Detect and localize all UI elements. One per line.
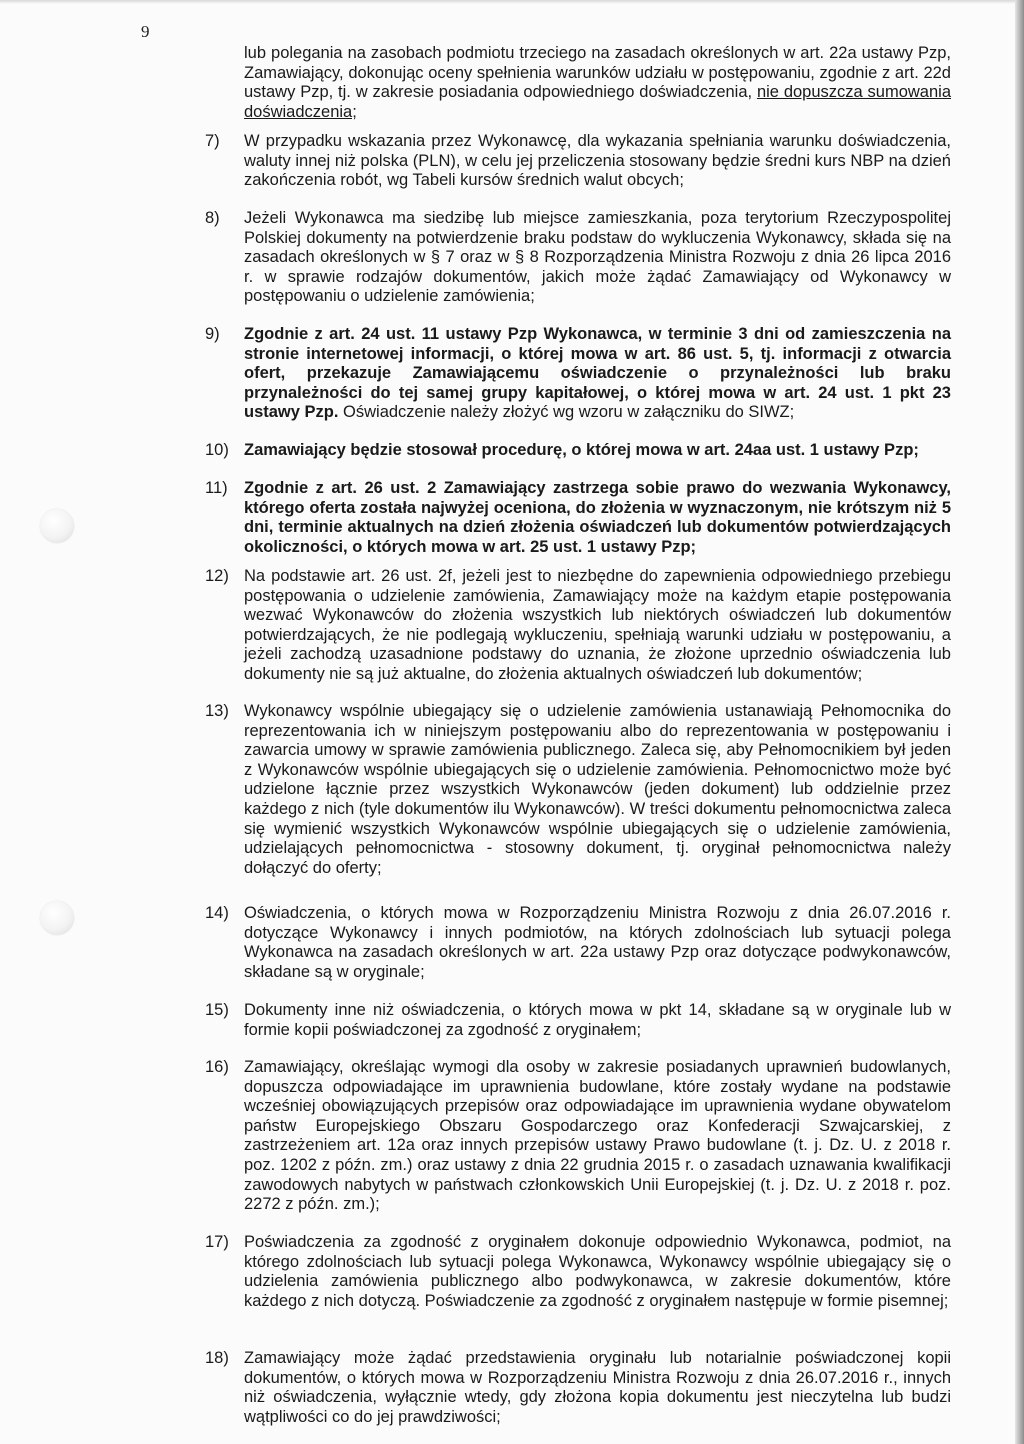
- item-text: W przypadku wskazania przez Wykonawcę, dla wykazania spełniania warunku doświadczenia, waluty innej niż polska (PLN), w celu jej przeliczenia stosowany będzie średni kurs NBP na dzień zakończenia robót, wg Tabeli kursów średnich walut obcych;: [244, 132, 951, 190]
- intro-text: lub polegania na zasobach podmiotu trzeciego na zasadach określonych w art. 22a ustawy Pzp, Zamawiający, dokonując oceny spełnienia warunków udziału w postępowaniu, zgodnie z art. 22d ustawy Pzp, tj. w zakresie posiadania odpowiedniego doświadczenia,: [244, 44, 951, 102]
- item-text: [244, 325, 951, 423]
- scan-page-edge: [1015, 0, 1024, 1444]
- item-number: 11): [205, 479, 228, 497]
- item-text: Zamawiający będzie stosował procedurę, o której mowa w art. 24aa ust. 1 ustawy Pzp;: [244, 441, 919, 459]
- item-number: 9): [205, 325, 220, 343]
- punch-hole: [40, 901, 74, 935]
- item-number: 12): [205, 567, 229, 585]
- page-number: 9: [141, 22, 150, 41]
- item-text: Jeżeli Wykonawca ma siedzibę lub miejsce zamieszkania, poza terytorium Rzeczypospolitej Polskiej dokumenty na potwierdzenie braku podstaw do wykluczenia Wykonawcy, składa się na zasadach określonych w § 7 oraz w § 8 Rozporządzenia Ministra Rozwoju z dnia 26 lipca 2016 r. w sprawie rodzajów dokumentów, jakich może żądać Zamawiający od Wykonawcy w postępowaniu o udzielenie zamówienia;: [244, 209, 951, 306]
- item-text: Zamawiający może żądać przedstawienia oryginału lub notarialnie poświadczonej kopii dokumentów, o których mowa w Rozporządzeniu Ministra Rozwoju z dnia 26.07.2016 r., innych niż oświadczenia, wyłącznie wtedy, gdy złożona kopia dokumentu jest nieczytelna lub budzi wątpliwości co do jej prawdziwości;: [244, 1349, 951, 1426]
- intro-paragraph: [244, 44, 951, 122]
- item-text: Zgodnie z art. 26 ust. 2 Zamawiający zastrzega sobie prawo do wezwania Wykonawcy, którego oferta została najwyżej oceniona, do złożenia w wyznaczonym, nie krótszym niż 5 dni, terminie aktualnych na dzień złożenia oświadczeń lub dokumentów potwierdzających okoliczności, o których mowa w art. 25 ust. 1 ustawy Pzp;: [244, 479, 951, 556]
- item-text: Poświadczenia za zgodność z oryginałem dokonuje odpowiednio Wykonawca, podmiot, na którego zdolnościach lub sytuacji polega Wykonawca, Wykonawcy wspólnie ubiegający się o udzielenia zamówienia publicznego albo podwykonawca, w zakresie dokumentów, które każdego z nich dotyczą. Poświadczenie za zgodność z oryginałem następuje w formie pisemnej;: [244, 1233, 951, 1310]
- item-number: 17): [205, 1233, 229, 1251]
- item-text: Zamawiający, określając wymogi dla osoby w zakresie posiadanych uprawnień budowlanych, dopuszcza odpowiadające im uprawnienia budowlane, które zostały wydane na podstawie wcześniej obowiązujących przepisów oraz odpowiadające im uprawnienia wydane obywatelom państw Europejskiego Obszaru Gospodarczego oraz Konfederacji Szwajcarskiej, z zastrzeżeniem art. 12a oraz innych przepisów ustawy Prawo budowlane (t. j. Dz. U. z 2018 r. poz. 1202 z późn. zm.) oraz ustawy z dnia 22 grudnia 2015 r. o zasadach uznawania kwalifikacji zawodowych nabytych w państwach członkowskich Unii Europejskiej (t. j. Dz. U. z 2018 r. poz. 2272 z późn. zm.);: [244, 1058, 951, 1214]
- item-number: 18): [205, 1349, 229, 1367]
- item-text: Oświadczenia, o których mowa w Rozporządzeniu Ministra Rozwoju z dnia 26.07.2016 r. dotyczące Wykonawcy i innych podmiotów, na których zdolnościach lub sytuacji polega Wykonawca na zasadach określonych w art. 22a ustawy Pzp oraz dotyczące podwykonawców, składane są w oryginale;: [244, 904, 951, 981]
- item-number: 7): [205, 132, 220, 150]
- item-text: Dokumenty inne niż oświadczenia, o których mowa w pkt 14, składane są w oryginale lub w formie kopii poświadczonej za zgodność z oryginałem;: [244, 1001, 951, 1039]
- item-plain-text: Oświadczenie należy złożyć wg wzoru w załączniku do SIWZ;: [338, 403, 795, 422]
- item-number: 16): [205, 1058, 229, 1076]
- item-number: 10): [205, 441, 229, 459]
- item-text: Wykonawcy wspólnie ubiegający się o udzielenie zamówienia ustanawiają Pełnomocnika do reprezentowania ich w niniejszym postępowaniu albo do reprezentowania w postępowaniu i zawarcia umowy w sprawie zamówienia publicznego. Zaleca się, aby Pełnomocnikiem był jeden z Wykonawców wspólnie ubiegających się o udzielenie zamówienia. Pełnomocnictwo może być udzielone łącznie przez wszystkich Wykonawców (jeden dokument) lub oddzielnie przez każdego z nich (tyle dokumentów ilu Wykonawców). W treści dokumentu pełnomocnictwa zaleca się wymienić wszystkich Wykonawców wspólnie ubiegających się o udzielenie zamówienia, udzielających pełnomocnictwa - stosowny dokument, tj. oryginał pełnomocnictwa należy dołączyć do oferty;: [244, 702, 951, 877]
- item-text: Na podstawie art. 26 ust. 2f, jeżeli jest to niezbędne do zapewnienia odpowiedniego przebiegu postępowania o udzielenie zamówienia, Zamawiający może na każdym etapie postępowania wezwać Wykonawców do złożenia wszystkich lub niektórych oświadczeń lub dokumentów potwierdzających, że nie podlegają wykluczeniu, spełniają warunki udziału w postępowaniu, a jeżeli zachodzą uzasadnione podstawy do uznania, że złożone uprzednio oświadczenia lub dokumenty nie są już aktualne, do złożenia aktualnych oświadczeń lub dokumentów;: [244, 567, 951, 683]
- punch-hole: [40, 509, 74, 543]
- item-bold-text: Zgodnie z art. 24 ust. 11 ustawy Pzp Wykonawca, w terminie 3 dni od zamieszczenia na stronie internetowej informacji, o której mowa w art. 86 ust. 5, tj. informacji z otwarcia ofert, przekazuje Zamawiającemu oświadczenie o przynależności lub braku przynależności do tej samej grupy kapitałowej, o której mowa w art. 24 ust. 1 pkt 23 ustawy Pzp.: [244, 325, 951, 422]
- scan-top-shade: [0, 0, 1024, 4]
- intro-underlined: nie dopuszcza sumowania doświadczenia;: [244, 83, 951, 121]
- item-number: 15): [205, 1001, 229, 1019]
- item-number: 13): [205, 702, 229, 720]
- item-number: 8): [205, 209, 220, 227]
- item-number: 14): [205, 904, 229, 922]
